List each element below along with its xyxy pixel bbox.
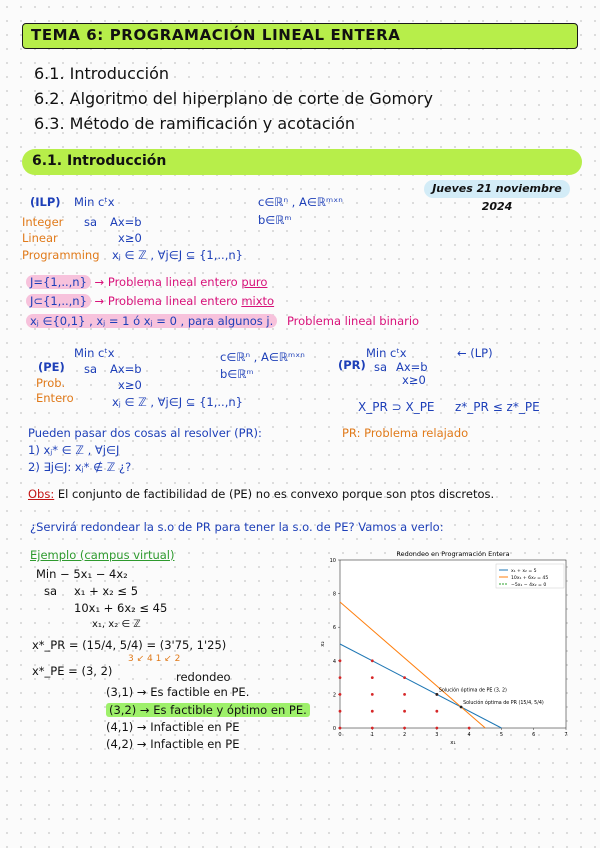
date-badge: Jueves 21 noviembre 2024 [424,180,570,198]
pe-entero: Entero [36,391,74,405]
pr-lp: ← (LP) [457,346,493,360]
feasible-point [403,710,406,713]
y-tick-label: 0 [332,726,336,732]
y-tick-label: 8 [332,591,336,598]
obs-text: El conjunto de factibilidad de (PE) no es convexo porque son ptos discretos. [57,487,495,501]
j-full-text: → Problema lineal entero [94,275,238,289]
pr-min: Min cᵗx [366,346,407,360]
toc-item-1: 6.1. Introducción [34,64,170,83]
example-sa: sa [44,584,58,598]
annotation-label-1: Solución óptima de PR (15/4, 5/4) [463,701,544,706]
ilp-label: (ILP) [30,195,61,209]
pe-xj: xⱼ ∈ ℤ , ∀j∈J ⊆ {1,..,n} [112,395,243,409]
case-2: 2) ∃j∈J: xⱼ* ∉ ℤ ¿? [28,460,132,474]
j-full: J={1,..,n} [26,275,91,289]
annotation-point-1 [460,706,463,709]
pe-label: (PE) [38,360,65,374]
observation [28,487,494,501]
example-c2: 10x₁ + 6x₂ ≤ 45 [74,601,168,615]
y-tick-label: 10 [329,558,336,564]
x-tick-label: 4 [467,732,471,738]
example-r2-text: (3,2) → Es factible y óptimo en PE. [106,703,310,717]
type-mixto [26,294,274,308]
y-tick-label: 6 [332,625,336,632]
toc-item-2: 6.2. Algoritmo del hiperplano de corte de Gomory [34,89,433,108]
chart-svg [316,548,580,744]
example-xpr: x*_PR = (15/4, 5/4) = (3'75, 1'25) [32,638,227,652]
feasible-point [435,727,438,730]
annotation-point-0 [435,693,438,696]
example-redondeo: redondeo [176,670,231,684]
feasible-point [403,676,406,679]
pr-inclusion: X_PR ⊃ X_PE [358,400,435,414]
x-tick-label: 0 [338,732,342,738]
section-banner [22,149,582,175]
example-objective: Min − 5x₁ − 4x₂ [36,567,128,581]
legend-label-2: −5x₁ − 4x₂ = 0 [511,582,547,588]
j-sub-text: → Problema lineal entero [94,294,238,308]
x-axis-label: x₁ [450,740,456,744]
feasible-point [435,710,438,713]
round-marks: 3 ↙ 4 1 ↙ 2 [128,654,181,664]
j-sub: J⊂{1,..,n} [26,294,91,308]
type-binario [26,314,419,328]
pe-ax: Ax=b [110,362,142,376]
example-label: Ejemplo (campus virtual) [30,548,175,562]
pe-x0: x≥0 [118,378,142,392]
feasible-point [371,676,374,679]
question: ¿Servirá redondear la s.o de PR para tener la s.o. de PE? Vamos a verlo: [30,520,444,534]
cases-header: Pueden pasar dos cosas al resolver (PR): [28,426,262,440]
x-tick-label: 6 [532,732,536,738]
feasible-point [403,693,406,696]
y-tick-label: 2 [332,692,336,699]
ilp-sa: sa [84,215,98,229]
pe-dims2: b∈ℝᵐ [220,367,254,381]
y-axis-label: x₂ [320,641,326,647]
legend-label-1: 10x₁ + 6x₂ = 45 [511,575,549,581]
x-tick-label: 3 [435,732,439,738]
pr-label: (PR) [338,358,366,372]
feasible-point [371,710,374,713]
case-1: 1) xⱼ* ∈ ℤ , ∀j∈J [28,443,120,457]
example-r1: (3,1) → Es factible en PE. [106,685,250,699]
ilp-x0: x≥0 [118,231,142,245]
ilp-integer: Integer [22,215,64,229]
j-full-word: puro [241,275,268,289]
page-title: TEMA 6: PROGRAMACIÓN LINEAL ENTERA [31,26,401,44]
type-puro [26,275,267,289]
obs-label: Obs: [28,487,55,501]
x-tick-label: 2 [402,732,407,738]
pr-ax: Ax=b [396,360,428,374]
x-tick-label: 5 [499,732,504,738]
j-sub-word: mixto [241,294,275,308]
example-c1: x₁ + x₂ ≤ 5 [74,584,139,598]
chart-title: Redondeo en Programación Entera [396,550,510,558]
annotation-label-0: Solución óptima de PE (3, 2) [438,688,507,694]
section-title: 6.1. Introducción [32,153,167,169]
ilp-linear: Linear [22,231,58,245]
legend-label-0: x₁ + x₂ = 5 [511,568,537,574]
feasible-point [339,693,342,696]
ilp-min: Min cᵗx [74,195,115,209]
feasible-point [339,710,342,713]
feasible-point [339,659,342,662]
feasible-point [403,727,406,730]
ilp-dims1: c∈ℝⁿ , A∈ℝᵐˣⁿ [258,195,343,209]
pr-relajado: PR: Problema relajado [342,426,469,440]
feasible-point [371,659,374,662]
pe-min: Min cᵗx [74,346,115,360]
x-tick-label: 7 [564,732,568,738]
feasible-point [339,727,342,730]
pe-dims1: c∈ℝⁿ , A∈ℝᵐˣⁿ [220,350,305,364]
example-c3: x₁, x₂ ∈ ℤ [92,619,141,630]
ilp-programming: Programming [22,248,100,262]
y-tick-label: 4 [332,658,336,665]
feasible-point [371,727,374,730]
x-tick-label: 1 [370,732,374,738]
title-banner [22,23,578,49]
pr-x0: x≥0 [402,373,426,387]
binary-label: Problema lineal binario [286,314,420,328]
pe-sa: sa [84,362,98,376]
ilp-ax: Ax=b [110,215,142,229]
rounding-chart [316,548,580,744]
ilp-dims2: b∈ℝᵐ [258,213,292,227]
feasible-point [339,676,342,679]
example-xpe: x*_PE = (3, 2) [32,664,113,678]
pr-inequality: z*_PR ≤ z*_PE [455,400,540,414]
pe-prob: Prob. [36,376,66,390]
example-r2 [106,703,310,717]
toc-item-3: 6.3. Método de ramificación y acotación [34,114,355,133]
example-r3: (4,1) → Infactible en PE [106,720,240,734]
ilp-xj: xⱼ ∈ ℤ , ∀j∈J ⊆ {1,..,n} [112,248,243,262]
pr-sa: sa [374,360,388,374]
feasible-point [468,727,471,730]
feasible-point [371,693,374,696]
binary-condition: xⱼ ∈{0,1} , xⱼ = 1 ó xⱼ = 0 , para algunos j. [26,314,277,328]
example-r4: (4,2) → Infactible en PE [106,737,240,751]
